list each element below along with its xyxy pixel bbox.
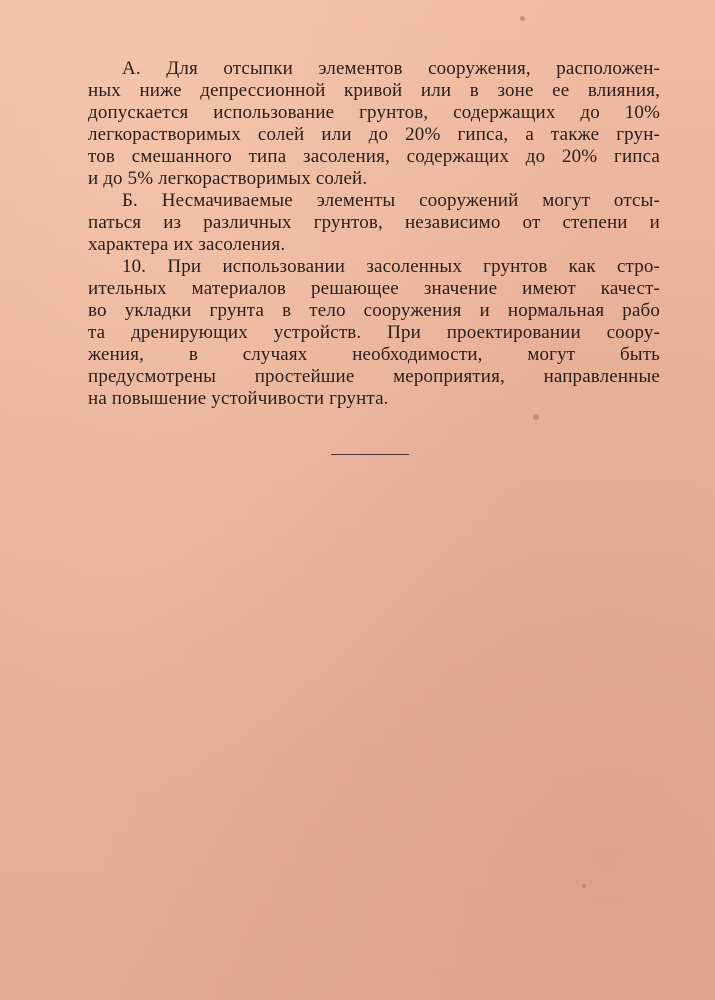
paragraph-a-line-2: ных ниже депрессионной кривой или в зоне ее влияния, [88,80,660,101]
paragraph-b-line-1: Б. Несмачиваемые элементы сооружений могут отсы- [122,190,660,211]
paragraph-b-line-2: паться из различных грунтов, независимо от степени и [88,212,660,233]
paper-speck [520,16,525,21]
end-divider [331,454,409,455]
body-text [88,58,660,410]
paragraph-10-line-4: та дренирующих устройств. При проектировании соору- [88,322,660,343]
paragraph-10-line-2: ительных материалов решающее значение имеют качест- [88,278,660,299]
paper-speck [582,884,586,888]
paragraph-a-line-5: тов смешанного типа засоления, содержащих до 20% гипса [88,146,660,167]
paragraph-10-line-1: 10. При использовании засоленных грунтов как стро- [122,256,660,277]
paper-speck [533,414,539,420]
paragraph-a-line-1: А. Для отсыпки элементов сооружения, расположен- [122,58,660,79]
paragraph-10-line-3: во укладки грунта в тело сооружения и нормальная рабо [88,300,660,321]
paragraph-a-line-4: легкорастворимых солей или до 20% гипса, а также грун- [88,124,660,145]
paragraph-a-line-3: допускается использование грунтов, содержащих до 10% [88,102,660,123]
paragraph-10-line-7: на повышение устойчивости грунта. [88,388,389,409]
paragraph-a-line-6: и до 5% легкорастворимых солей. [88,168,368,189]
paragraph-10-line-5: жения, в случаях необходимости, могут быть [88,344,660,365]
paragraph-b-line-3: характера их засоления. [88,234,286,255]
paragraph-10-line-6: предусмотрены простейшие мероприятия, направленные [88,366,660,387]
